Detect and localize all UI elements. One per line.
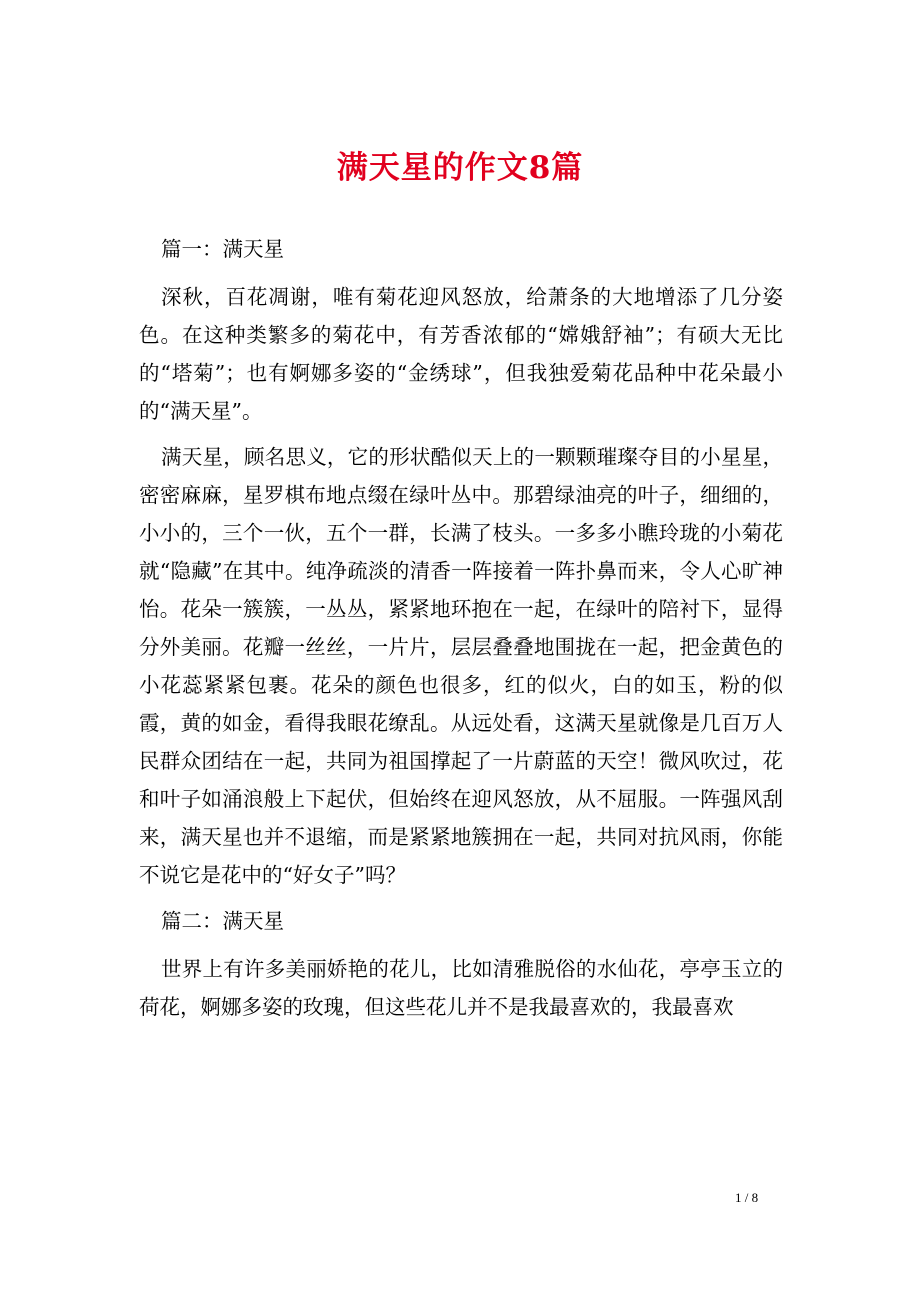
- section-heading: 篇一：满天星: [161, 237, 284, 261]
- paragraph: 满天星，顾名思义，它的形状酷似天上的一颗颗璀璨夺目的小星星，密密麻麻，星罗棋布地点缀在绿叶丛中。那碧绿油亮的叶子，细细的，小小的，三个一伙，五个一群，长满了枝头。一多多小瞧玲珑的小菊花就“隐藏”在其中。纯净疏淡的清香一阵接着一阵扑鼻而来，令人心旷神怡。花朵一簇簇，一丛丛，紧紧地环抱在一起，在绿叶的陪衬下，显得分外美丽。花瓣一丝丝，一片片，层层叠叠地围拢在一起，把金黄色的小花蕊紧紧包裹。花朵的颜色也很多，红的似火，白的如玉，粉的似霞，黄的如金，看得我眼花缭乱。从远处看，这满天星就像是几百万人民群众团结在一起，共同为祖国撑起了一片蔚蓝的天空！微风吹过，花和叶子如涌浪般上下起伏，但始终在迎风怒放，从不屈服。一阵强风刮来，满天星也并不退缩，而是紧紧地簇拥在一起，共同对抗风雨，你能不说它是花中的“好女子”吗？: [139, 445, 783, 887]
- document-title: 满天星的作文8篇: [336, 150, 584, 186]
- document-body: [139, 230, 783, 1034]
- section-heading: 篇二：满天星: [161, 909, 284, 933]
- paragraph: 世界上有许多美丽娇艳的花儿，比如清雅脱俗的水仙花，亭亭玉立的荷花，婀娜多姿的玫瑰，但这些花儿并不是我最喜欢的，我最喜欢: [139, 957, 783, 1019]
- paragraph: 深秋，百花凋谢，唯有菊花迎风怒放，给萧条的大地增添了几分姿色。在这种类繁多的菊花中，有芳香浓郁的“嫦娥舒袖”；有硕大无比的“塔菊”；也有婀娜多姿的“金绣球”，但我独爱菊花品种中花朵最小的“满天星”。: [139, 285, 783, 423]
- page-number: 1 / 8: [735, 1190, 759, 1205]
